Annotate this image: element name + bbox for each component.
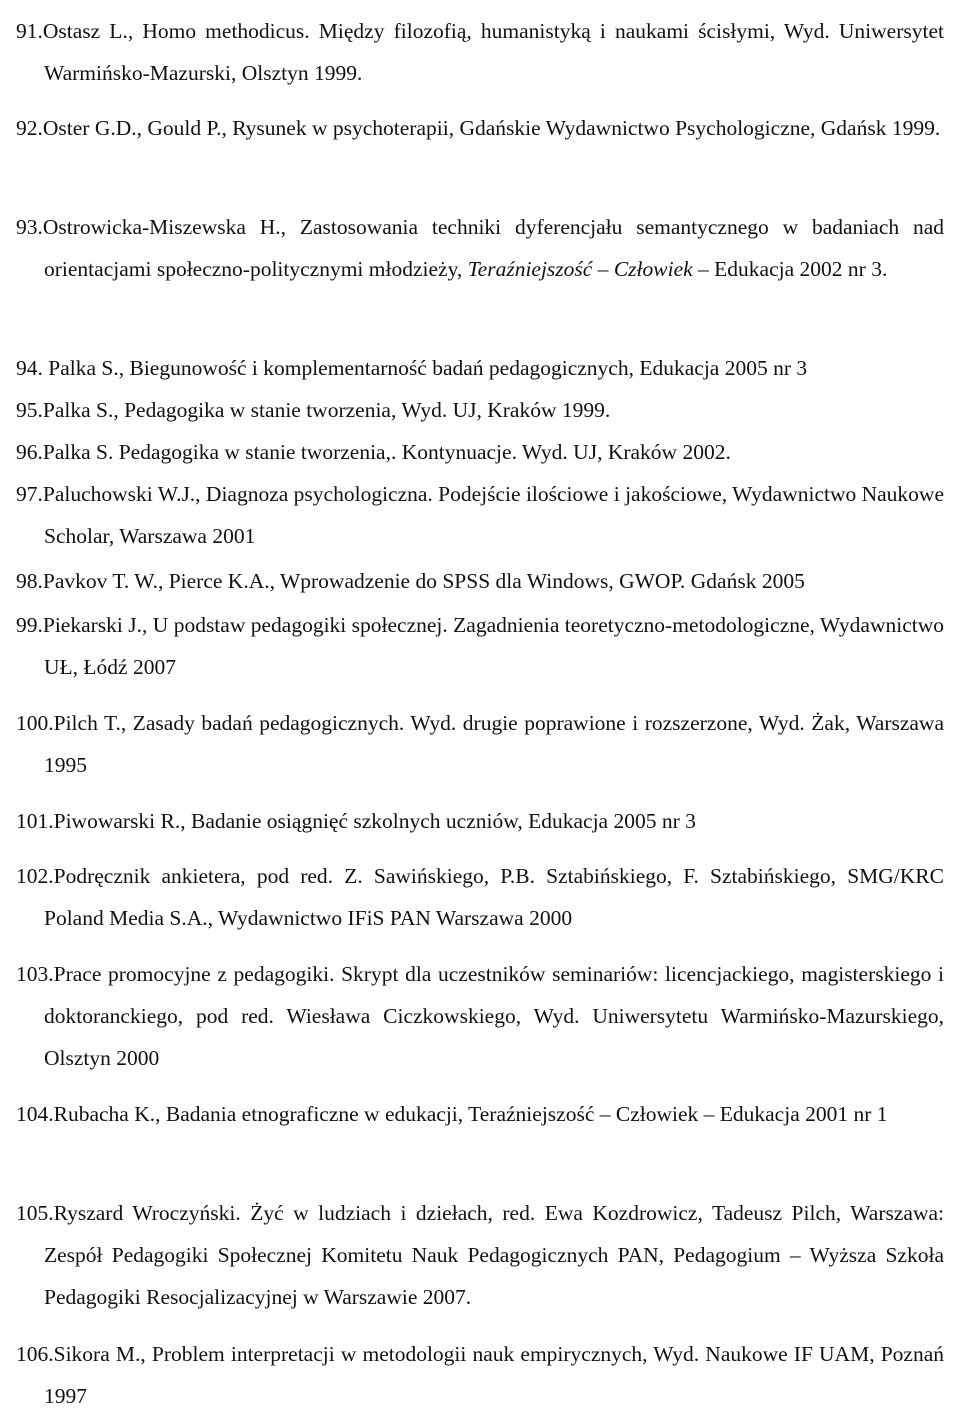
entry-number: 98. [16, 569, 43, 593]
entry-text-italic: Teraźniejszość – Człowiek [467, 257, 693, 281]
bibliography-entry-100 [16, 702, 944, 786]
entry-number: 103. [16, 962, 54, 986]
entry-text: Pilch T., Zasady badań pedagogicznych. Wyd. drugie poprawione i rozszerzone, Wyd. Żak, Warszawa 1995 [44, 711, 944, 777]
entry-text: Ostrowicka-Miszewska H., Zastosowania techniki dyferencjału semantycznego w badaniach nad orientacjami społeczno-politycznymi młodzieży, [42, 215, 944, 281]
entry-text: Oster G.D., Gould P., Rysunek w psychoterapii, Gdańskie Wydawnictwo Psychologiczne, Gdańsk 1999. [42, 116, 941, 140]
bibliography-entry-104 [16, 1093, 944, 1135]
entry-text: Palka S. Pedagogika w stanie tworzenia,. Kontynuacje. Wyd. UJ, Kraków 2002. [42, 440, 731, 464]
bibliography-entry-103 [16, 953, 944, 1079]
entry-number: 101. [16, 809, 54, 833]
bibliography-entry-102 [16, 855, 944, 939]
entry-number: 96. [16, 440, 43, 464]
entry-text: – Edukacja 2002 nr 3. [692, 257, 888, 281]
entry-number: 100. [16, 711, 54, 735]
bibliography-entry-92 [16, 107, 944, 149]
entry-number: 91. [16, 19, 43, 43]
entry-text: Sikora M., Problem interpretacji w metodologii nauk empirycznych, Wyd. Naukowe IF UAM, Poznań 1997 [44, 1342, 944, 1408]
entry-text: Pavkov T. W., Pierce K.A., Wprowadzenie do SPSS dla Windows, GWOP. Gdańsk 2005 [42, 569, 805, 593]
entry-text: Rubacha K., Badania etnograficzne w edukacji, Teraźniejszość – Człowiek – Edukacja 2001 nr 1 [53, 1102, 888, 1126]
entry-text: Piekarski J., U podstaw pedagogiki społecznej. Zagadnienia teoretyczno-metodologiczne, Wydawnictwo UŁ, Łódź 2007 [42, 613, 944, 679]
entry-text: Podręcznik ankietera, pod red. Z. Sawińskiego, P.B. Sztabińskiego, F. Sztabińskiego, SMG/KRC Poland Media S.A., Wydawnictwo IFiS PAN Warszawa 2000 [44, 864, 944, 930]
entry-number: 102. [16, 864, 54, 888]
entry-text: Paluchowski W.J., Diagnoza psychologiczna. Podejście ilościowe i jakościowe, Wydawnictwo Naukowe Scholar, Warszawa 2001 [42, 482, 944, 548]
entry-number: 99. [16, 613, 43, 637]
entry-number: 95. [16, 398, 43, 422]
bibliography-entry-96 [16, 431, 944, 473]
entry-text: Prace promocyjne z pedagogiki. Skrypt dla uczestników seminariów: licencjackiego, magisterskiego i doktoranckiego, pod red. Wiesława Ciczkowskiego, Wyd. Uniwersytetu Warmińsko-Mazurskiego, Olsztyn 2000 [44, 962, 944, 1070]
bibliography-entry-101 [16, 800, 944, 842]
bibliography-entry-99 [16, 604, 944, 688]
bibliography-entry-95 [16, 389, 944, 431]
entry-number: 104. [16, 1102, 54, 1126]
entry-number: 105. [16, 1201, 54, 1225]
bibliography-entry-93 [16, 206, 944, 290]
entry-text: Palka S., Biegunowość i komplementarność badań pedagogicznych, Edukacja 2005 nr 3 [48, 356, 808, 380]
entry-text: Piwowarski R., Badanie osiągnięć szkolnych uczniów, Edukacja 2005 nr 3 [53, 809, 696, 833]
bibliography-entry-94 [16, 347, 944, 389]
bibliography-entry-91 [16, 10, 944, 94]
entry-number: 92. [16, 116, 43, 140]
entry-number: 94. [16, 356, 49, 380]
bibliography-entry-106 [16, 1333, 944, 1417]
entry-text: Ostasz L., Homo methodicus. Między filozofią, humanistyką i naukami ścisłymi, Wyd. Uniwersytet Warmińsko-Mazurski, Olsztyn 1999. [42, 19, 944, 85]
entry-text: Ryszard Wroczyński. Żyć w ludziach i dziełach, red. Ewa Kozdrowicz, Tadeusz Pilch, Warszawa: Zespół Pedagogiki Społecznej Komitetu Nauk Pedagogicznych PAN, Pedagogium – Wyższa Szkoła Pedagogiki Resocjalizacyjnej w Warszawie 2007. [44, 1201, 944, 1309]
entry-number: 97. [16, 482, 43, 506]
bibliography-entry-97 [16, 473, 944, 557]
entry-text: Palka S., Pedagogika w stanie tworzenia, Wyd. UJ, Kraków 1999. [42, 398, 611, 422]
entry-number: 93. [16, 215, 43, 239]
bibliography-entry-98 [16, 560, 944, 602]
bibliography-entry-105 [16, 1192, 944, 1318]
entry-number: 106. [16, 1342, 54, 1366]
